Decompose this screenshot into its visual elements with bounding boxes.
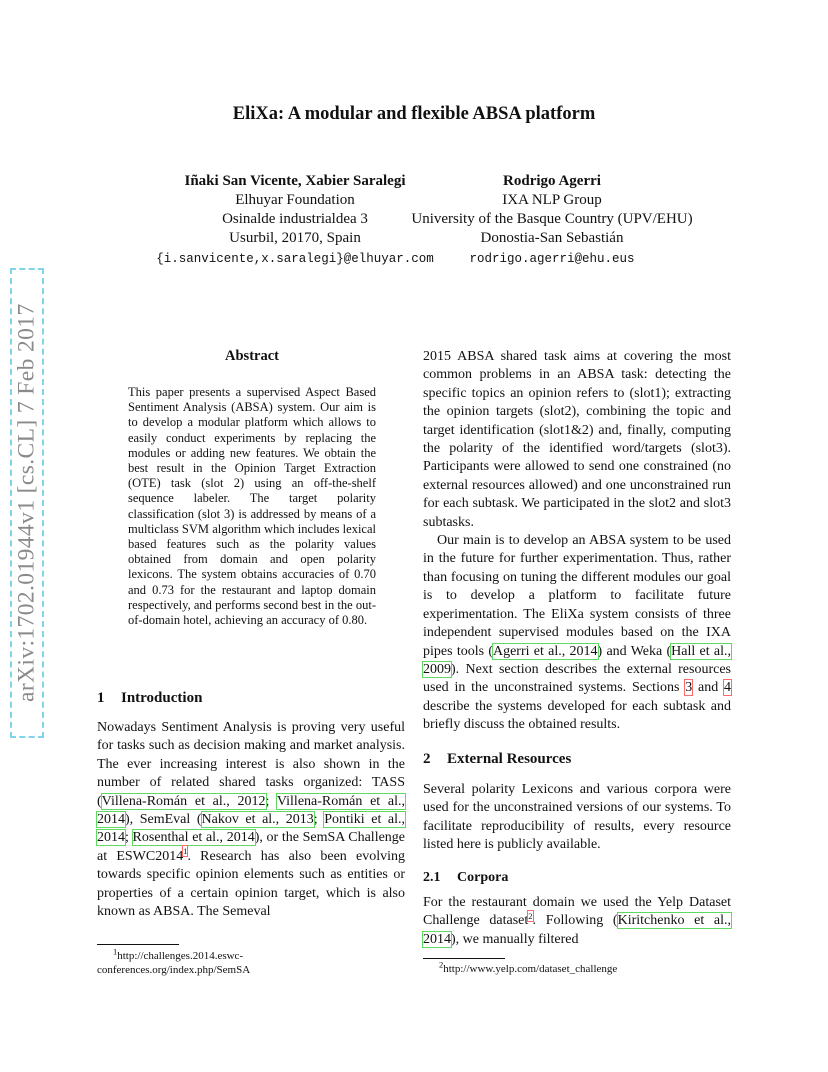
citation-link[interactable]: Kiritchenko et al., 2014	[423, 913, 731, 947]
citation-link[interactable]: Hall et al., 2009	[423, 643, 731, 677]
text-run: ), SemEval (	[125, 812, 202, 828]
author-email[interactable]: {i.sanvicente,x.saralegi}@elhuyar.com	[156, 252, 434, 266]
text-run: and	[692, 680, 724, 696]
paragraph: Several polarity Lexicons and various corpora were used for the unconstrained versions of our systems. To facilitate reproducibility of results, every resource listed here is publicly available.	[423, 782, 731, 853]
text-run: Our main is to develop an ABSA system to be used in the future for further experimentation. Thus, rather than focusing on tuning the different modules our goal is to develop a platform to facilitate future experimentation. The EliXa system consists of three independent supervised modules based on the IXA pipes tools (	[423, 533, 731, 659]
affiliation-line: Elhuyar Foundation	[235, 192, 355, 208]
text-run: describe the systems developed for each subtask and briefly discuss the obtained results.	[423, 698, 731, 733]
text-run: ;	[265, 793, 277, 809]
section-ref-link[interactable]: 4	[724, 680, 731, 696]
subsection-title: Corpora	[457, 870, 509, 885]
footnote-rule	[97, 944, 179, 945]
section-number: 1	[97, 690, 105, 706]
text-run: ) and Weka (	[597, 643, 672, 659]
abstract-heading: Abstract	[225, 348, 279, 364]
citation-link[interactable]: Pontiki et al., 2014	[97, 812, 406, 846]
footnote-marker[interactable]: 1	[183, 846, 188, 857]
citation-link[interactable]: Villena-Román et al., 2012	[101, 793, 266, 809]
author-name: Rodrigo Agerri	[503, 173, 601, 189]
text-run: Nowadays Sentiment Analysis is proving very useful for tasks such as decision making and market analysis. The ever increasing interest is also shown in the number of related shared tasks organized: TASS (	[97, 720, 405, 809]
right-column	[423, 348, 731, 735]
affiliation-line: IXA NLP Group	[502, 192, 602, 208]
paragraph	[423, 894, 731, 949]
footnote-rule	[423, 958, 505, 959]
section-title: External Resources	[447, 751, 572, 767]
footnote-marker[interactable]: 2	[528, 910, 533, 921]
subsection-heading-corpora	[423, 870, 508, 886]
text-run: . Research has also been evolving towards specific opinion elements such as entities or properties of a certain opinion target, which is also known as ABSA. The Semeval	[97, 848, 405, 920]
affiliation-line: University of the Basque Country (UPV/EHU)	[411, 211, 693, 227]
paragraph: 2015 ABSA shared task aims at covering the most common problems in an ABSA task: detecting the specific topics an opinion refers to (slot1); extracting the opinion targets (slot2), combining the topic and target identification (slot1&2) and, finally, computing the polarity of the identified word/targets (slot3). Participants were allowed to send one constrained (no external resources allowed) and one unconstrained run for each subtask. We participated in the slot2 and slot3 subtasks.	[423, 349, 731, 530]
author-email[interactable]: rodrigo.agerri@ehu.eus	[469, 252, 635, 266]
text-run: For the restaurant domain we used the Yelp Dataset Challenge dataset	[423, 895, 731, 929]
citation-link[interactable]: Nakov et al., 2013	[201, 812, 314, 828]
footnote-number: 1	[113, 946, 118, 957]
footnote-url[interactable]: http://challenges.2014.eswc-conferences.org/index.php/SemSA	[97, 950, 251, 976]
section-heading-introduction	[97, 690, 202, 707]
footnote-number: 2	[439, 959, 444, 970]
section-ref-link[interactable]: 3	[685, 680, 693, 696]
author-block-2	[392, 172, 712, 269]
affiliation-line: Donostia-San Sebastián	[480, 230, 624, 246]
footnote-1	[97, 946, 277, 977]
citation-link[interactable]: Agerri et al., 2014	[492, 643, 598, 659]
arxiv-stamp[interactable]: arXiv:1702.01944v1 [cs.CL] 7 Feb 2017	[10, 268, 44, 738]
section-heading-external-resources	[423, 751, 571, 768]
text-run: ;	[125, 830, 133, 846]
paragraph	[423, 532, 731, 734]
subsection-number: 2.1	[423, 870, 441, 885]
affiliation-line: Usurbil, 20170, Spain	[229, 230, 361, 246]
section-title: Introduction	[121, 690, 203, 706]
text-run: ), or the SemSA Challenge at ESWC2014	[97, 830, 406, 864]
footnote-url[interactable]: http://www.yelp.com/dataset_challenge	[443, 963, 618, 975]
abstract-text: This paper presents a supervised Aspect Based Sentiment Analysis (ABSA) system. Our aim is to develop a modular platform which allows to easily conduct experiments by replacing the modules or adding new features. We obtain the best result in the Opinion Target Extraction (OTE) task (slot 2) using an off-the-shelf sequence labeler. The target polarity classification (slot 3) is addressed by means of a multiclass SVM algorithm which includes lexical based features such as the polarity values obtained from domain and open polarity lexicons. The system obtains accuracies of 0.70 and 0.73 for the restaurant and laptop domain respectively, and performs second best in the out-of-domain hotel, achieving an accuracy of 0.80.	[128, 385, 376, 628]
text-run: ;	[313, 812, 325, 828]
author-name: Iñaki San Vicente, Xabier Saralegi	[184, 173, 406, 189]
intro-paragraph	[97, 719, 405, 921]
citation-link[interactable]: Rosenthal et al., 2014	[132, 830, 255, 846]
text-run: . Following (	[532, 913, 618, 929]
text-run: ). Next section describes the external resources used in the unconstrained systems. Sections	[423, 661, 731, 696]
text-run: ), we manually filtered	[451, 931, 579, 947]
paper-title: EliXa: A modular and flexible ABSA platform	[232, 104, 596, 124]
footnote-2	[423, 959, 731, 977]
section-number: 2	[423, 751, 431, 767]
affiliation-line: Osinalde industrialdea 3	[222, 211, 368, 227]
citation-link[interactable]: Villena-Román et al., 2014	[97, 793, 405, 828]
